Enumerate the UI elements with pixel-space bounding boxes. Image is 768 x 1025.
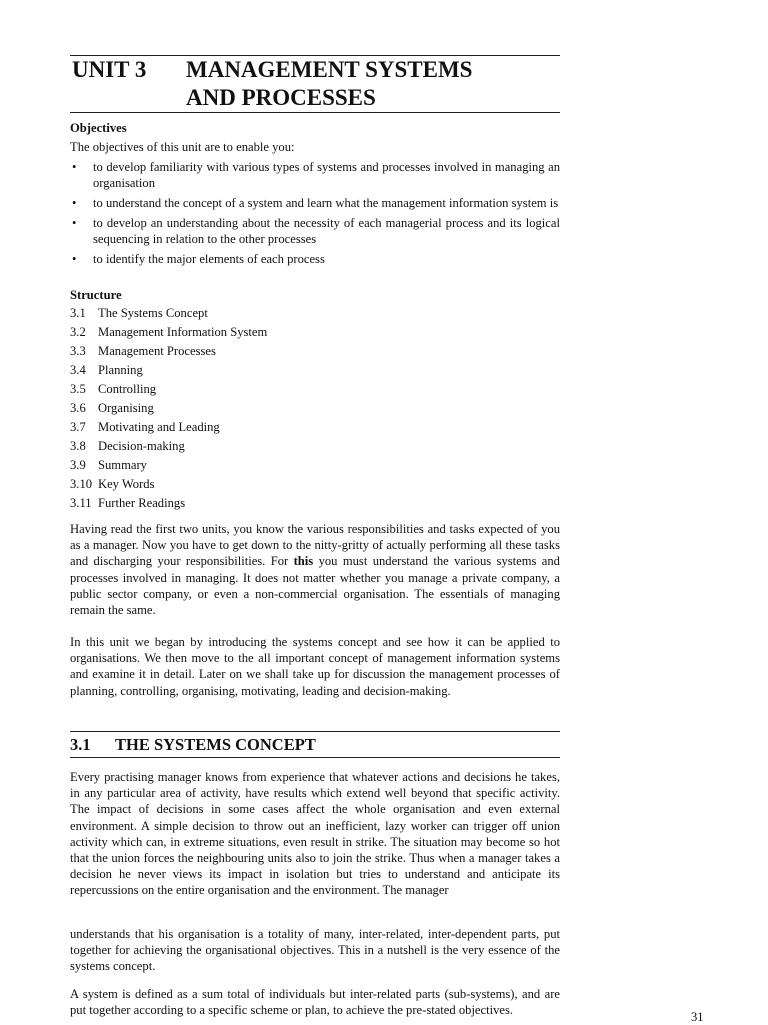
intro-p1-bold: this	[293, 554, 314, 569]
section-title: THE SYSTEMS CONCEPT	[115, 735, 316, 754]
toc-number: 3.9	[70, 458, 86, 472]
unit-title-line1: MANAGEMENT SYSTEMS	[186, 57, 473, 82]
toc-item	[70, 362, 267, 381]
section-heading	[70, 735, 316, 755]
section-paragraph-1: Every practising manager knows from experience that whatever actions and decisions he takes, in any particular area of activity, have results which extend well beyond that specific activity. The impact of decisions in some cases affect the whole organisation and even external environment. A simple decision to throw out an inefficient, lazy worker can trigger off union activity which can, in extreme situations, even result in strike. The situation may become so hot that the union forces the neighbouring units also to join the strike. Thus when a manager takes a decision he never views its impact in isolation but tries to understand and anticipate its repercussions on the entire organisation and the environment. The manager	[70, 770, 560, 898]
toc-title: Organising	[98, 401, 154, 415]
toc-number: 3.4	[70, 363, 86, 377]
toc-title: Further Readings	[98, 496, 186, 510]
toc-item	[70, 476, 267, 495]
objectives-list	[70, 159, 560, 270]
toc-title: The Systems Concept	[98, 306, 208, 320]
toc-title: Management Information System	[98, 325, 268, 339]
bullet-icon: •	[72, 215, 77, 230]
page-number: 31	[691, 1010, 704, 1024]
toc-number: 3.8	[70, 439, 86, 453]
section-bottom-rule	[70, 757, 560, 758]
intro-paragraph-1	[70, 521, 560, 618]
toc-title: Key Words	[98, 477, 155, 491]
objectives-intro: The objectives of this unit are to enable you:	[70, 140, 295, 154]
heading-bottom-rule	[70, 112, 560, 113]
toc-number: 3.1	[70, 306, 86, 320]
toc-number: 3.3	[70, 344, 86, 358]
toc-title: Decision-making	[98, 439, 185, 453]
section-number: 3.1	[70, 735, 91, 754]
toc-number: 3.5	[70, 382, 86, 396]
toc-number: 3.7	[70, 420, 86, 434]
objective-text: to develop an understanding about the necessity of each managerial process and its logical sequencing in relation to the other processes	[93, 215, 560, 246]
section-paragraph-2: understands that his organisation is a totality of many, inter-related, inter-dependent parts, put together for achieving the organisational objectives. This in a nutshell is the very essence of the systems concept.	[70, 927, 560, 974]
list-item	[70, 251, 560, 267]
structure-heading: Structure	[70, 288, 122, 302]
toc-number: 3.6	[70, 401, 86, 415]
toc-title: Summary	[98, 458, 147, 472]
toc-number: 3.10	[70, 477, 93, 491]
unit-title-line2: AND PROCESSES	[186, 85, 376, 110]
objective-text: to identify the major elements of each process	[93, 251, 325, 266]
list-item	[70, 215, 560, 247]
toc-title: Controlling	[98, 382, 157, 396]
list-item	[70, 195, 560, 211]
intro-paragraph-2: In this unit we began by introducing the systems concept and see how it can be applied to organisations. We then move to the all important concept of management information systems and examine it in detail. Later on we shall take up for discussion the management processes of planning, controlling, organising, motivating, leading and decision-making.	[70, 635, 560, 698]
toc-number: 3.11	[70, 496, 92, 510]
list-item	[70, 159, 560, 191]
toc-number: 3.2	[70, 325, 86, 339]
toc-title: Planning	[98, 363, 143, 377]
toc-item	[70, 381, 267, 400]
unit-number: UNIT 3	[72, 57, 147, 82]
section-top-rule	[70, 731, 560, 732]
section-paragraph-3: A system is defined as a sum total of individuals but inter-related parts (sub-systems), and are put together according to a specific scheme or plan, to achieve the pre-stated objectives.	[70, 987, 560, 1018]
intro-p1-end: you must understand the various systems and processes involved in managing. It does not matter whether you manage a private company, a public sector company, or even a non-commercial organisation. The essentials of managing remain the same.	[70, 554, 560, 618]
toc-item	[70, 457, 267, 476]
toc-item	[70, 305, 267, 324]
intro-p1-start: Having read the first two units, you know the various responsibilities and tasks expected of you as a manager. Now you have to get down to the nitty-gritty of actually performing all these tasks and discharging your responsibilities. For	[70, 522, 560, 569]
objective-text: to understand the concept of a system and learn what the management information system is	[93, 195, 559, 210]
bullet-icon: •	[72, 195, 77, 210]
toc-title: Management Processes	[98, 344, 216, 358]
objective-text: to develop familiarity with various types of systems and processes involved in managing an organisation	[93, 160, 560, 191]
toc-item	[70, 438, 267, 457]
bullet-icon: •	[72, 160, 77, 174]
objectives-heading: Objectives	[70, 121, 127, 135]
toc-item	[70, 419, 267, 438]
structure-list	[70, 305, 267, 514]
toc-item	[70, 495, 267, 514]
toc-item	[70, 343, 267, 362]
toc-item	[70, 324, 267, 343]
toc-title: Motivating and Leading	[98, 420, 220, 434]
toc-item	[70, 400, 267, 419]
bullet-icon: •	[72, 251, 77, 266]
